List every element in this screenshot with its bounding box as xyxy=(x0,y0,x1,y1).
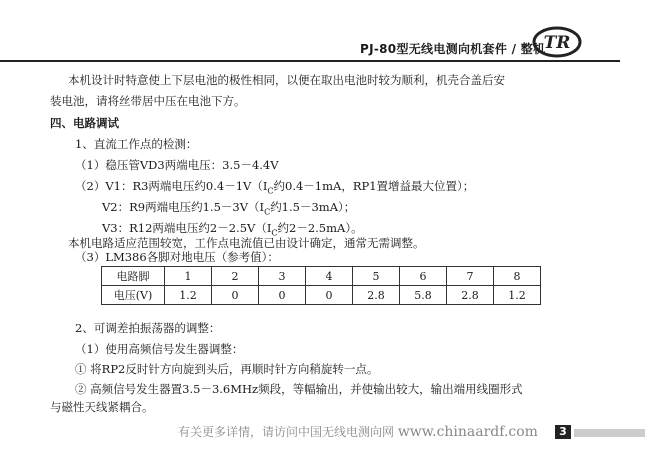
pin-cell: 3 xyxy=(259,267,306,286)
table-row-label: 电压(V) xyxy=(102,286,165,305)
voltage-cell: 1.2 xyxy=(494,286,541,305)
item2-sub1: （1）使用高频信号发生器调整： xyxy=(75,342,244,356)
pin-cell: 8 xyxy=(494,267,541,286)
footer-text: 有关更多详情，请访问中国无线电测向网 www.chinaardf.com xyxy=(178,424,538,440)
pin-cell: 6 xyxy=(400,267,447,286)
item2-title: 2、可调差拍振荡器的调整： xyxy=(75,321,221,335)
step-2-line-1: ② 高频信号发生器置3.5－3.6MHz频段，等幅输出，并使输出较大，输出端用线圈形式 xyxy=(75,382,523,396)
table-header-label: 电路脚 xyxy=(102,267,165,286)
sub2-v1: （2）V1：R3两端电压约$0.4-1V(I_C$约0.4－1mA，RP1置增益最大位置）； xyxy=(75,179,475,196)
header-title: PJ-80型无线电测向机套件 / 整机 xyxy=(360,42,546,56)
voltage-cell: 5.8 xyxy=(400,286,447,305)
voltage-cell: 0 xyxy=(212,286,259,305)
voltage-cell: 0 xyxy=(306,286,353,305)
table-row-voltages xyxy=(102,286,541,305)
voltage-cell: 1.2 xyxy=(165,286,212,305)
step-2-line-2: 与磁性天线紧耦合。 xyxy=(50,400,154,414)
tr-logo xyxy=(532,26,582,58)
page-number: 3 xyxy=(555,425,571,439)
sub1-zener-voltage: （1）稳压管VD3两端电压：3.5－4.4V xyxy=(75,158,279,172)
voltage-cell: 2.8 xyxy=(353,286,400,305)
footer-url[interactable]: www.chinaardf.com xyxy=(397,424,538,440)
pin-cell: 2 xyxy=(212,267,259,286)
pin-cell: 4 xyxy=(306,267,353,286)
intro-line-2: 装电池，请将丝带居中压在电池下方。 xyxy=(50,94,246,108)
item1-title: 1、直流工作点的检测： xyxy=(75,137,198,151)
voltage-cell: 0 xyxy=(259,286,306,305)
sub2-v2: V2：R9两端电压约$1.5-3V(I_C$约1.5－3mA）； xyxy=(102,200,356,217)
note-line: 本机电路适应范围较宽，工作点电流值已由设计确定，通常无需调整。 xyxy=(68,236,425,250)
sub3-lm386: （3）LM386各脚对地电压（参考值）： xyxy=(75,250,279,264)
lm386-voltage-table xyxy=(101,266,541,305)
section-title: 四、电路调试 xyxy=(50,116,119,130)
footer-bar xyxy=(574,429,645,437)
pin-cell: 5 xyxy=(353,267,400,286)
step-1: ① 将RP2反时针方向旋到头后，再顺时针方向稍旋转一点。 xyxy=(75,362,379,376)
sub2-v3: V3：R12两端电压约$2-2.5V(I_C$约2－2.5mA）。 xyxy=(102,221,363,238)
voltage-cell: 2.8 xyxy=(447,286,494,305)
pin-cell: 1 xyxy=(165,267,212,286)
pin-cell: 7 xyxy=(447,267,494,286)
table-row-pins xyxy=(102,267,541,286)
intro-line-1: 本机设计时特意使上下层电池的极性相同，以便在取出电池时较为顺利，机壳合盖后安 xyxy=(68,73,505,87)
logo-text: TR xyxy=(543,33,571,53)
header-rule xyxy=(0,60,620,62)
